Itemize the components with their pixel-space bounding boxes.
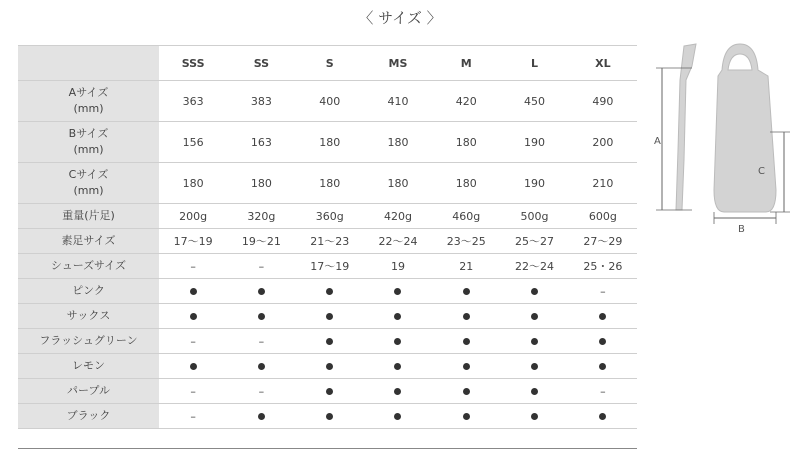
table-cell <box>296 329 364 354</box>
table-cell: 383 <box>227 81 295 122</box>
table-cell: 200g <box>159 204 227 229</box>
available-dot-icon <box>463 413 470 420</box>
available-dot-icon <box>258 363 265 370</box>
table-cell: 180 <box>159 163 227 204</box>
table-cell: 180 <box>364 122 432 163</box>
size-table <box>18 45 637 429</box>
table-cell: – <box>569 279 637 304</box>
table-row <box>18 229 637 254</box>
table-row <box>18 329 637 354</box>
table-row <box>18 254 637 279</box>
available-dot-icon <box>190 363 197 370</box>
table-cell: 320g <box>227 204 295 229</box>
table-cell <box>364 354 432 379</box>
size-header: SSS <box>159 46 227 81</box>
table-cell <box>500 304 568 329</box>
table-cell <box>364 304 432 329</box>
dimension-c-label: C <box>758 166 765 177</box>
size-header: XL <box>569 46 637 81</box>
dimension-a-label: A <box>654 136 661 147</box>
available-dot-icon <box>599 413 606 420</box>
fin-diagram <box>652 40 792 240</box>
row-label: ピンク <box>18 279 159 304</box>
table-cell <box>296 279 364 304</box>
available-dot-icon <box>531 288 538 295</box>
table-cell: 25〜27 <box>500 229 568 254</box>
table-cell <box>432 404 500 429</box>
table-cell: – <box>227 329 295 354</box>
table-row <box>18 379 637 404</box>
table-cell: 190 <box>500 163 568 204</box>
table-row <box>18 204 637 229</box>
row-label: シューズサイズ <box>18 254 159 279</box>
table-cell: 180 <box>432 163 500 204</box>
fin-side-view <box>676 44 696 210</box>
available-dot-icon <box>326 413 333 420</box>
size-header: M <box>432 46 500 81</box>
available-dot-icon <box>258 313 265 320</box>
header-corner <box>18 46 159 81</box>
row-label: パープル <box>18 379 159 404</box>
table-cell <box>227 404 295 429</box>
table-cell <box>296 379 364 404</box>
table-cell <box>159 354 227 379</box>
table-cell: 180 <box>296 163 364 204</box>
available-dot-icon <box>394 288 401 295</box>
table-cell <box>500 279 568 304</box>
table-cell: 19 <box>364 254 432 279</box>
available-dot-icon <box>394 313 401 320</box>
available-dot-icon <box>531 363 538 370</box>
table-cell: 460g <box>432 204 500 229</box>
table-cell: 190 <box>500 122 568 163</box>
table-row <box>18 354 637 379</box>
table-cell <box>432 279 500 304</box>
table-cell: 363 <box>159 81 227 122</box>
row-label: 素足サイズ <box>18 229 159 254</box>
table-cell: – <box>159 254 227 279</box>
table-cell: 17〜19 <box>296 254 364 279</box>
table-cell: 19〜21 <box>227 229 295 254</box>
table-cell: – <box>159 379 227 404</box>
size-header: MS <box>364 46 432 81</box>
table-cell: 600g <box>569 204 637 229</box>
table-cell: 360g <box>296 204 364 229</box>
available-dot-icon <box>531 388 538 395</box>
dimension-b-label: B <box>738 224 745 235</box>
available-dot-icon <box>394 388 401 395</box>
available-dot-icon <box>599 363 606 370</box>
table-cell <box>296 354 364 379</box>
row-label: レモン <box>18 354 159 379</box>
available-dot-icon <box>599 338 606 345</box>
table-cell: 180 <box>296 122 364 163</box>
table-cell <box>500 354 568 379</box>
table-cell <box>432 304 500 329</box>
table-cell <box>159 279 227 304</box>
row-label: フラッシュグリーン <box>18 329 159 354</box>
table-cell: 420 <box>432 81 500 122</box>
table-cell: 21〜23 <box>296 229 364 254</box>
table-cell: – <box>569 379 637 404</box>
table-cell: 210 <box>569 163 637 204</box>
available-dot-icon <box>394 413 401 420</box>
table-cell <box>364 279 432 304</box>
size-table-body <box>18 81 637 429</box>
table-cell: 156 <box>159 122 227 163</box>
table-cell: 400 <box>296 81 364 122</box>
table-cell: 23〜25 <box>432 229 500 254</box>
available-dot-icon <box>190 313 197 320</box>
table-cell: 180 <box>432 122 500 163</box>
available-dot-icon <box>531 313 538 320</box>
table-cell: 180 <box>364 163 432 204</box>
section-title: 〈 サイズ 〉 <box>358 9 442 27</box>
table-cell <box>500 379 568 404</box>
available-dot-icon <box>326 313 333 320</box>
size-header: SS <box>227 46 295 81</box>
available-dot-icon <box>326 363 333 370</box>
available-dot-icon <box>190 288 197 295</box>
available-dot-icon <box>463 388 470 395</box>
available-dot-icon <box>599 313 606 320</box>
table-cell: – <box>159 404 227 429</box>
table-cell <box>296 404 364 429</box>
available-dot-icon <box>463 363 470 370</box>
table-cell: 17〜19 <box>159 229 227 254</box>
available-dot-icon <box>463 313 470 320</box>
table-cell <box>227 354 295 379</box>
size-header-row <box>18 46 637 81</box>
table-cell <box>364 329 432 354</box>
table-cell <box>569 329 637 354</box>
table-cell: 27〜29 <box>569 229 637 254</box>
row-label: ブラック <box>18 404 159 429</box>
available-dot-icon <box>394 363 401 370</box>
available-dot-icon <box>463 338 470 345</box>
table-cell <box>296 304 364 329</box>
table-cell: 22〜24 <box>500 254 568 279</box>
available-dot-icon <box>394 338 401 345</box>
table-cell: – <box>227 254 295 279</box>
row-label: Cサイズ (mm) <box>18 163 159 204</box>
row-label: Bサイズ (mm) <box>18 122 159 163</box>
table-cell: 25・26 <box>569 254 637 279</box>
table-cell <box>432 329 500 354</box>
available-dot-icon <box>326 338 333 345</box>
table-cell: – <box>159 329 227 354</box>
table-cell <box>227 304 295 329</box>
table-cell <box>569 404 637 429</box>
table-cell: 410 <box>364 81 432 122</box>
table-row <box>18 163 637 204</box>
table-cell: – <box>227 379 295 404</box>
table-cell: 490 <box>569 81 637 122</box>
table-cell: 22〜24 <box>364 229 432 254</box>
available-dot-icon <box>531 413 538 420</box>
row-label: サックス <box>18 304 159 329</box>
table-cell <box>227 279 295 304</box>
table-cell <box>159 304 227 329</box>
bottom-divider <box>18 448 637 449</box>
table-cell <box>500 404 568 429</box>
available-dot-icon <box>326 288 333 295</box>
table-row <box>18 81 637 122</box>
size-header: L <box>500 46 568 81</box>
table-row <box>18 404 637 429</box>
table-cell <box>432 379 500 404</box>
table-row <box>18 122 637 163</box>
available-dot-icon <box>258 288 265 295</box>
table-row <box>18 304 637 329</box>
row-label: Aサイズ (mm) <box>18 81 159 122</box>
available-dot-icon <box>326 388 333 395</box>
size-header: S <box>296 46 364 81</box>
table-cell <box>569 304 637 329</box>
table-cell <box>569 354 637 379</box>
available-dot-icon <box>258 413 265 420</box>
table-cell: 200 <box>569 122 637 163</box>
row-label: 重量(片足) <box>18 204 159 229</box>
table-cell: 450 <box>500 81 568 122</box>
table-row <box>18 279 637 304</box>
available-dot-icon <box>531 338 538 345</box>
table-cell: 180 <box>227 163 295 204</box>
table-cell <box>500 329 568 354</box>
table-cell <box>364 404 432 429</box>
table-cell: 420g <box>364 204 432 229</box>
table-cell <box>432 354 500 379</box>
available-dot-icon <box>463 288 470 295</box>
table-cell <box>364 379 432 404</box>
table-cell: 500g <box>500 204 568 229</box>
table-cell: 21 <box>432 254 500 279</box>
table-cell: 163 <box>227 122 295 163</box>
